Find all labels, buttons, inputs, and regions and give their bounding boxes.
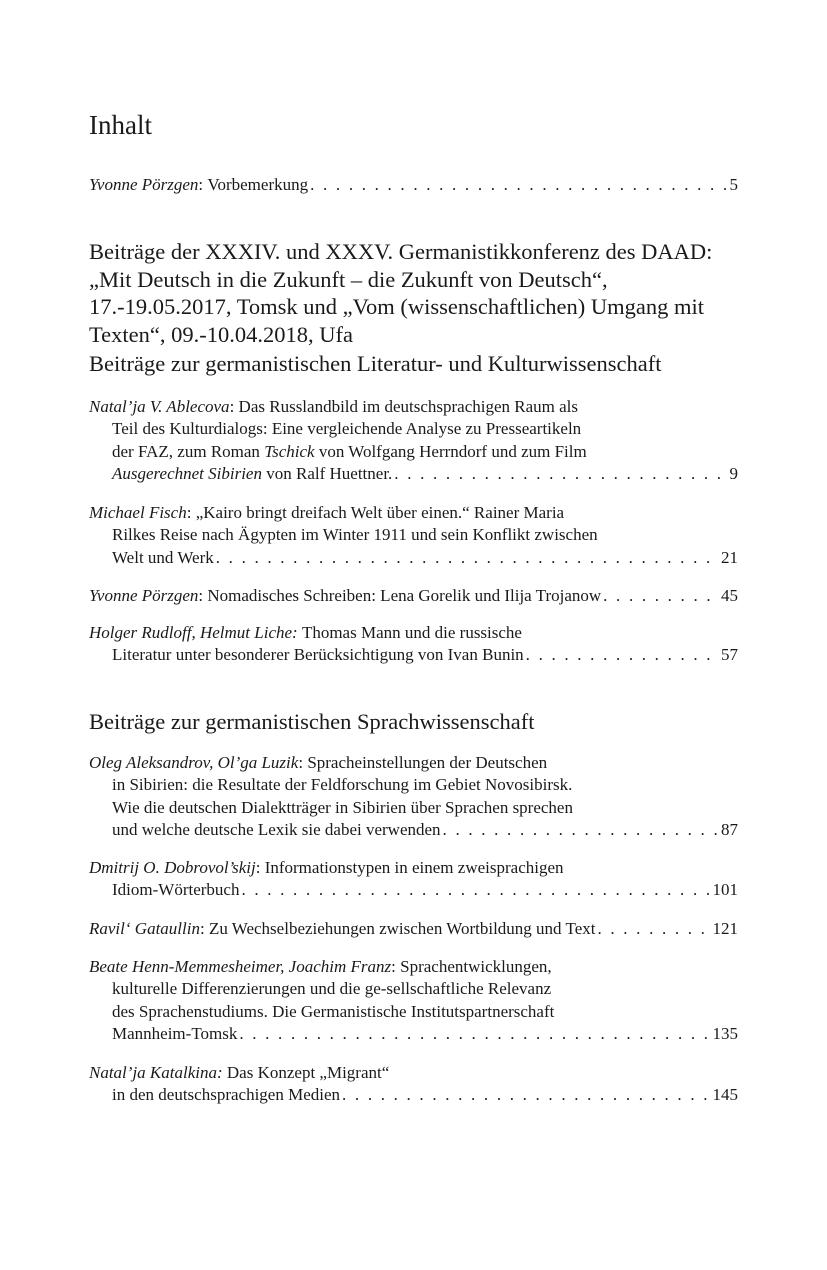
leader-dots: [310, 174, 727, 196]
entry-page-number: 21: [721, 547, 738, 567]
leader-dots: [216, 547, 719, 569]
entry-author: Natal’ja Katalkina:: [89, 1063, 223, 1082]
leader-dots: [526, 644, 719, 666]
entry-title: Vorbemerkung: [207, 175, 309, 194]
toc-entry[interactable]: Michael Fisch : „Kairo bringt dreifach Welt über einen.“ Rainer Maria Rilkes Reise nach Ägypten im Winter 1911 und sein Konflikt zwischen Welt und Werk . . . 21: [89, 502, 738, 569]
entry-author: Oleg Aleksandrov, Ol’ga Luzik: [89, 753, 299, 772]
leader-dots: [241, 879, 710, 901]
entry-page-number: 5: [729, 175, 738, 194]
entry-author: Dmitrij O. Dobrovol’skij: [89, 858, 256, 877]
toc-entry[interactable]: Beate Henn-Memmesheimer, Joachim Franz : Sprachentwicklungen, kulturelle Differenzierungen und die ge-sellschaftliche Relevanz des Sprachenstudiums. Die Germanistische Institutspartnerschaft Mannheim-Tomsk . . . 135: [89, 956, 738, 1045]
toc-entry[interactable]: Holger Rudloff, Helmut Liche: Thomas Mann und die russische Literatur unter besonderer Berücksichtigung von Ivan Bunin . . . 57: [89, 622, 738, 667]
entry-author: Michael Fisch: [89, 503, 187, 522]
entry-page-number: 9: [729, 463, 738, 483]
entry-author: Beate Henn-Memmesheimer, Joachim Franz: [89, 957, 392, 976]
leader-dots: [342, 1084, 710, 1106]
section-heading-language: Beiträge zur germanistischen Sprachwissenschaft: [89, 709, 535, 734]
entry-page-number: 87: [721, 819, 738, 839]
leader-dots: [443, 819, 719, 841]
entry-page-number: 135: [712, 1023, 738, 1043]
section-heading-literature: Beiträge zur germanistischen Literatur- und Kulturwissenschaft: [89, 351, 662, 376]
toc-entry[interactable]: Oleg Aleksandrov, Ol’ga Luzik : Spracheinstellungen der Deutschen in Sibirien: die Resultate der Feldforschung im Gebiet Novosibirsk. Wie die deutschen Dialektträger in Sibirien über Sprachen sprechen und welche deutsche Lexik sie dabei verwenden . . . 87: [89, 752, 738, 841]
entry-page-number: 45: [721, 586, 738, 605]
entry-author: Yvonne Pörzgen: [89, 586, 199, 605]
leader-dots: [239, 1023, 710, 1045]
page-title: Inhalt: [89, 110, 152, 140]
leader-dots: [597, 918, 710, 940]
toc-entry[interactable]: Natal’ja V. Ablecova : Das Russlandbild im deutschsprachigen Raum als Teil des Kulturdialogs: Eine vergleichende Analyse zu Presseartikeln der FAZ, zum Roman Tschick von Wolfgang Herrndorf und zum Film Ausgerechnet Sibirien von Ralf Huettner. . . . 9: [89, 396, 738, 485]
toc-entry[interactable]: Ravil‘ Gataullin : Zu Wechselbeziehungen zwischen Wortbildung und Text . . . 121: [89, 918, 738, 940]
leader-dots: [394, 463, 727, 485]
entry-author: Yvonne Pörzgen: [89, 175, 199, 194]
entry-page-number: 145: [712, 1085, 738, 1105]
entry-author: Natal’ja V. Ablecova: [89, 397, 230, 416]
entry-page-number: 57: [721, 645, 738, 665]
entry-page-number: 101: [712, 880, 738, 900]
toc-entry-vorbemerkung[interactable]: Yvonne Pörzgen : Vorbemerkung . . . 5: [89, 174, 738, 196]
entry-author: Holger Rudloff, Helmut Liche:: [89, 623, 298, 642]
conference-heading: Beiträge der XXXIV. und XXXV. Germanistikkonferenz des DAAD: „Mit Deutsch in die Zukunft – die Zukunft von Deutsch“, 17.-19.05.2017, Tomsk und „Vom (wissenschaftlichen) Umgang mit Texten“, 09.-10.04.2018, Ufa: [89, 239, 713, 347]
toc-entry[interactable]: Dmitrij O. Dobrovol’skij : Informationstypen in einem zweisprachigen Idiom-Wörterbuch . . . 101: [89, 857, 738, 902]
toc-entry[interactable]: Natal’ja Katalkina: Das Konzept „Migrant“ in den deutschsprachigen Medien . . . 145: [89, 1062, 738, 1107]
entry-author: Ravil‘ Gataullin: [89, 919, 200, 938]
leader-dots: [603, 585, 719, 607]
toc-entry[interactable]: Yvonne Pörzgen : Nomadisches Schreiben: Lena Gorelik und Ilija Trojanow . . . 45: [89, 585, 738, 607]
entry-page-number: 121: [712, 919, 738, 938]
